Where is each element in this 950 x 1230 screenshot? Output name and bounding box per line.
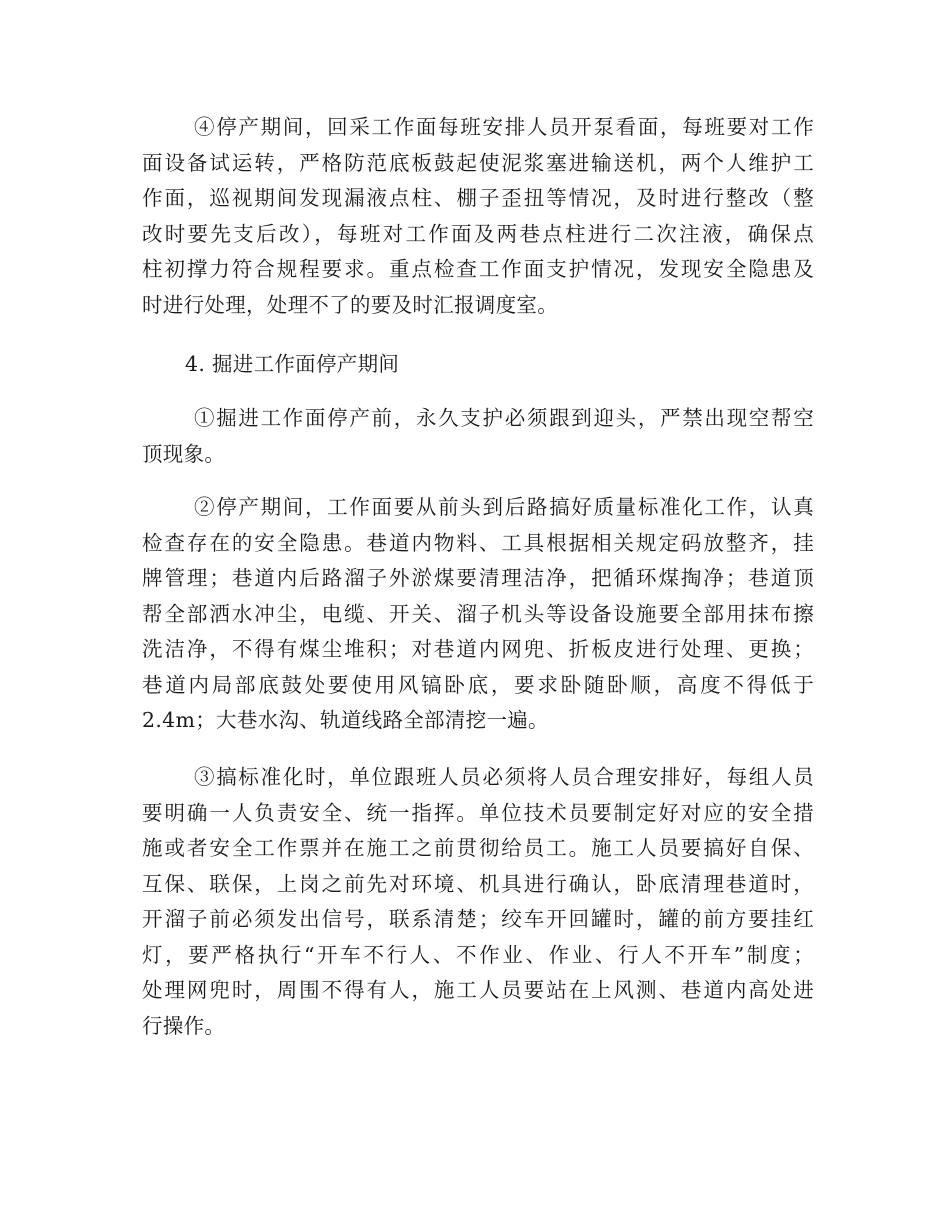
paragraph-safety-arrangement [142, 760, 814, 1044]
text-line: 施或者安全工作票并在施工之前贯彻给员工。施工人员要搞好自保、 [142, 836, 814, 860]
text-line: 改时要先支后改），每班对工作面及两巷点柱进行二次注液，确保点 [142, 221, 814, 246]
text-line: 行操作。 [142, 1013, 226, 1038]
text-line: 开溜子前必须发出信号，联系清楚；绞车开回罐时，罐的前方要挂红 [142, 907, 814, 931]
paragraph-before-shutdown [142, 401, 814, 472]
text-line: 要明确一人负责安全、统一指挥。单位技术员要制定好对应的安全措 [142, 800, 814, 825]
text-line: ④停产期间，回采工作面每班安排人员开泵看面，每班要对工作 [194, 115, 814, 139]
text-line: 柱初撑力符合规程要求。重点检查工作面支护情况，发现安全隐患及 [142, 257, 814, 281]
text-line: 面设备试运转，严格防范底板鼓起使泥浆塞进输送机，两个人维护工 [142, 150, 814, 175]
text-line: 帮全部洒水冲尘，电缆、开关、溜子机头等设备设施要全部用抹布擦 [142, 601, 814, 626]
text-line: ③搞标准化时，单位跟班人员必须将人员合理安排好，每组人员 [194, 765, 814, 789]
text-line: ②停产期间，工作面要从前头到后路搞好质量标准化工作，认真 [194, 495, 814, 519]
text-line: 洗洁净，不得有煤尘堆积；对巷道内网兜、折板皮进行处理、更换； [142, 637, 814, 661]
text-line: 处理网兜时，周围不得有人，施工人员要站在上风测、巷道内高处进 [142, 978, 814, 1002]
text-line: 检查存在的安全隐患。巷道内物料、工具根据相关规定码放整齐，挂 [142, 530, 814, 555]
text-line: 作面，巡视期间发现漏液点柱、棚子歪扭等情况，及时进行整改（整 [142, 186, 814, 210]
section-heading: 4. 掘进工作面停产期间 [185, 352, 400, 376]
text-line: 时进行处理，处理不了的要及时汇报调度室。 [142, 292, 558, 317]
paragraph-standardization-work [142, 490, 814, 739]
text-line: 牌管理；巷道内后路溜子外淤煤要清理洁净，把循环煤掏净；巷道顶 [142, 566, 814, 590]
text-line: 2.4m；大巷水沟、轨道线路全部清挖一遍。 [142, 708, 549, 732]
text-line: 巷道内局部底鼓处要使用风镐卧底，要求卧随卧顺，高度不得低于 [142, 672, 814, 697]
text-line: ①掘进工作面停产前，永久支护必须跟到迎头，严禁出现空帮空 [194, 406, 814, 430]
paragraph-shutdown-mining-face [142, 110, 814, 323]
text-line: 互保、联保，上岗之前先对环境、机具进行确认，卧底清理巷道时， [142, 871, 814, 896]
text-line: 灯，要严格执行“开车不行人、不作业、作业、行人不开车”制度； [142, 942, 814, 967]
text-line: 顶现象。 [142, 441, 226, 466]
